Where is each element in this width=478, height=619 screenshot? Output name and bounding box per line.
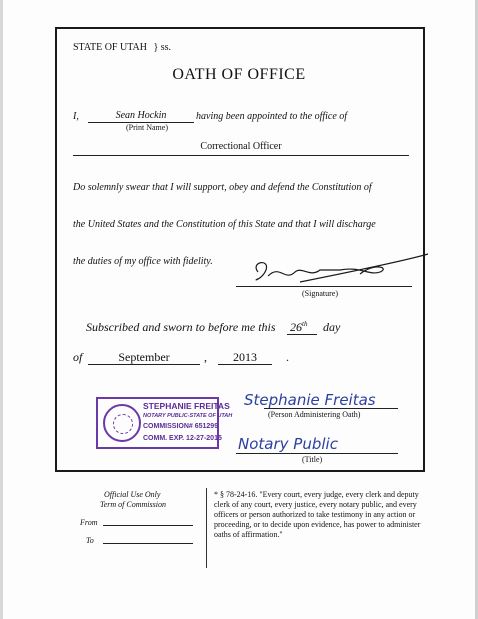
administrator-line bbox=[264, 408, 398, 409]
oath-line-3: the duties of my office with fidelity. bbox=[73, 256, 213, 267]
administrator-signature: Stephanie Freitas bbox=[244, 391, 376, 409]
office-title: Correctional Officer bbox=[200, 141, 282, 152]
printed-name: Sean Hockin bbox=[115, 110, 167, 121]
seal-inner-ring bbox=[113, 414, 133, 434]
of-word: of bbox=[73, 350, 83, 364]
day-number bbox=[290, 320, 307, 335]
oath-line-1: Do solemnly swear that I will support, obey and defend the Constitution of bbox=[73, 182, 372, 193]
column-divider bbox=[206, 488, 207, 568]
signature-line bbox=[236, 286, 412, 287]
to-label: To bbox=[86, 536, 94, 545]
subscribed-text: Subscribed and sworn to before me this bbox=[86, 320, 276, 334]
stamp-commission: COMMISSION# 651299 bbox=[143, 423, 219, 430]
day-word: day bbox=[323, 320, 341, 334]
print-name-caption: (Print Name) bbox=[126, 123, 168, 132]
state-name: STATE OF UTAH bbox=[73, 42, 147, 53]
to-line[interactable] bbox=[103, 543, 193, 544]
pronoun: I, bbox=[73, 111, 79, 122]
month: September bbox=[118, 350, 170, 364]
appointment-text: having been appointed to the office of bbox=[196, 111, 348, 122]
state-heading bbox=[73, 42, 171, 53]
date-comma: , bbox=[204, 350, 207, 364]
statute-text: * § 78-24-16. "Every court, every judge, every clerk and deputy clerk of any court, every justice, every notary public, and every officers or person authorized to take testimony in any action or proceeding, or to decide upon evidence, has power to administer oaths of affirmation." bbox=[214, 490, 421, 539]
from-label: From bbox=[80, 518, 98, 527]
ss-mark: } ss. bbox=[153, 42, 172, 53]
state-seal-icon bbox=[103, 404, 141, 442]
title-handwritten: Notary Public bbox=[238, 435, 338, 453]
title-caption: (Title) bbox=[302, 455, 323, 464]
page-edge-left bbox=[0, 0, 3, 619]
term-heading: Term of Commission bbox=[100, 500, 166, 509]
oath-line-2: the United States and the Constitution of this State and that I will discharge bbox=[73, 219, 376, 230]
year: 2013 bbox=[233, 350, 257, 364]
official-use-heading: Official Use Only bbox=[104, 490, 161, 499]
day-num: 26 bbox=[290, 320, 302, 334]
stamp-expiration: COMM. EXP. 12-27-2015 bbox=[143, 435, 222, 442]
stamp-title: NOTARY PUBLIC-STATE OF UTAH bbox=[143, 413, 233, 419]
notary-stamp bbox=[96, 397, 233, 449]
administrator-caption: (Person Administering Oath) bbox=[268, 410, 361, 419]
document-title: OATH OF OFFICE bbox=[172, 66, 306, 83]
from-line[interactable] bbox=[103, 525, 193, 526]
date-period: . bbox=[286, 350, 289, 364]
signature-caption: (Signature) bbox=[302, 289, 338, 298]
stamp-name: STEPHANIE FREITAS bbox=[143, 401, 230, 411]
office-line bbox=[73, 155, 409, 156]
day-suffix: th bbox=[302, 320, 308, 328]
title-line bbox=[236, 453, 398, 454]
